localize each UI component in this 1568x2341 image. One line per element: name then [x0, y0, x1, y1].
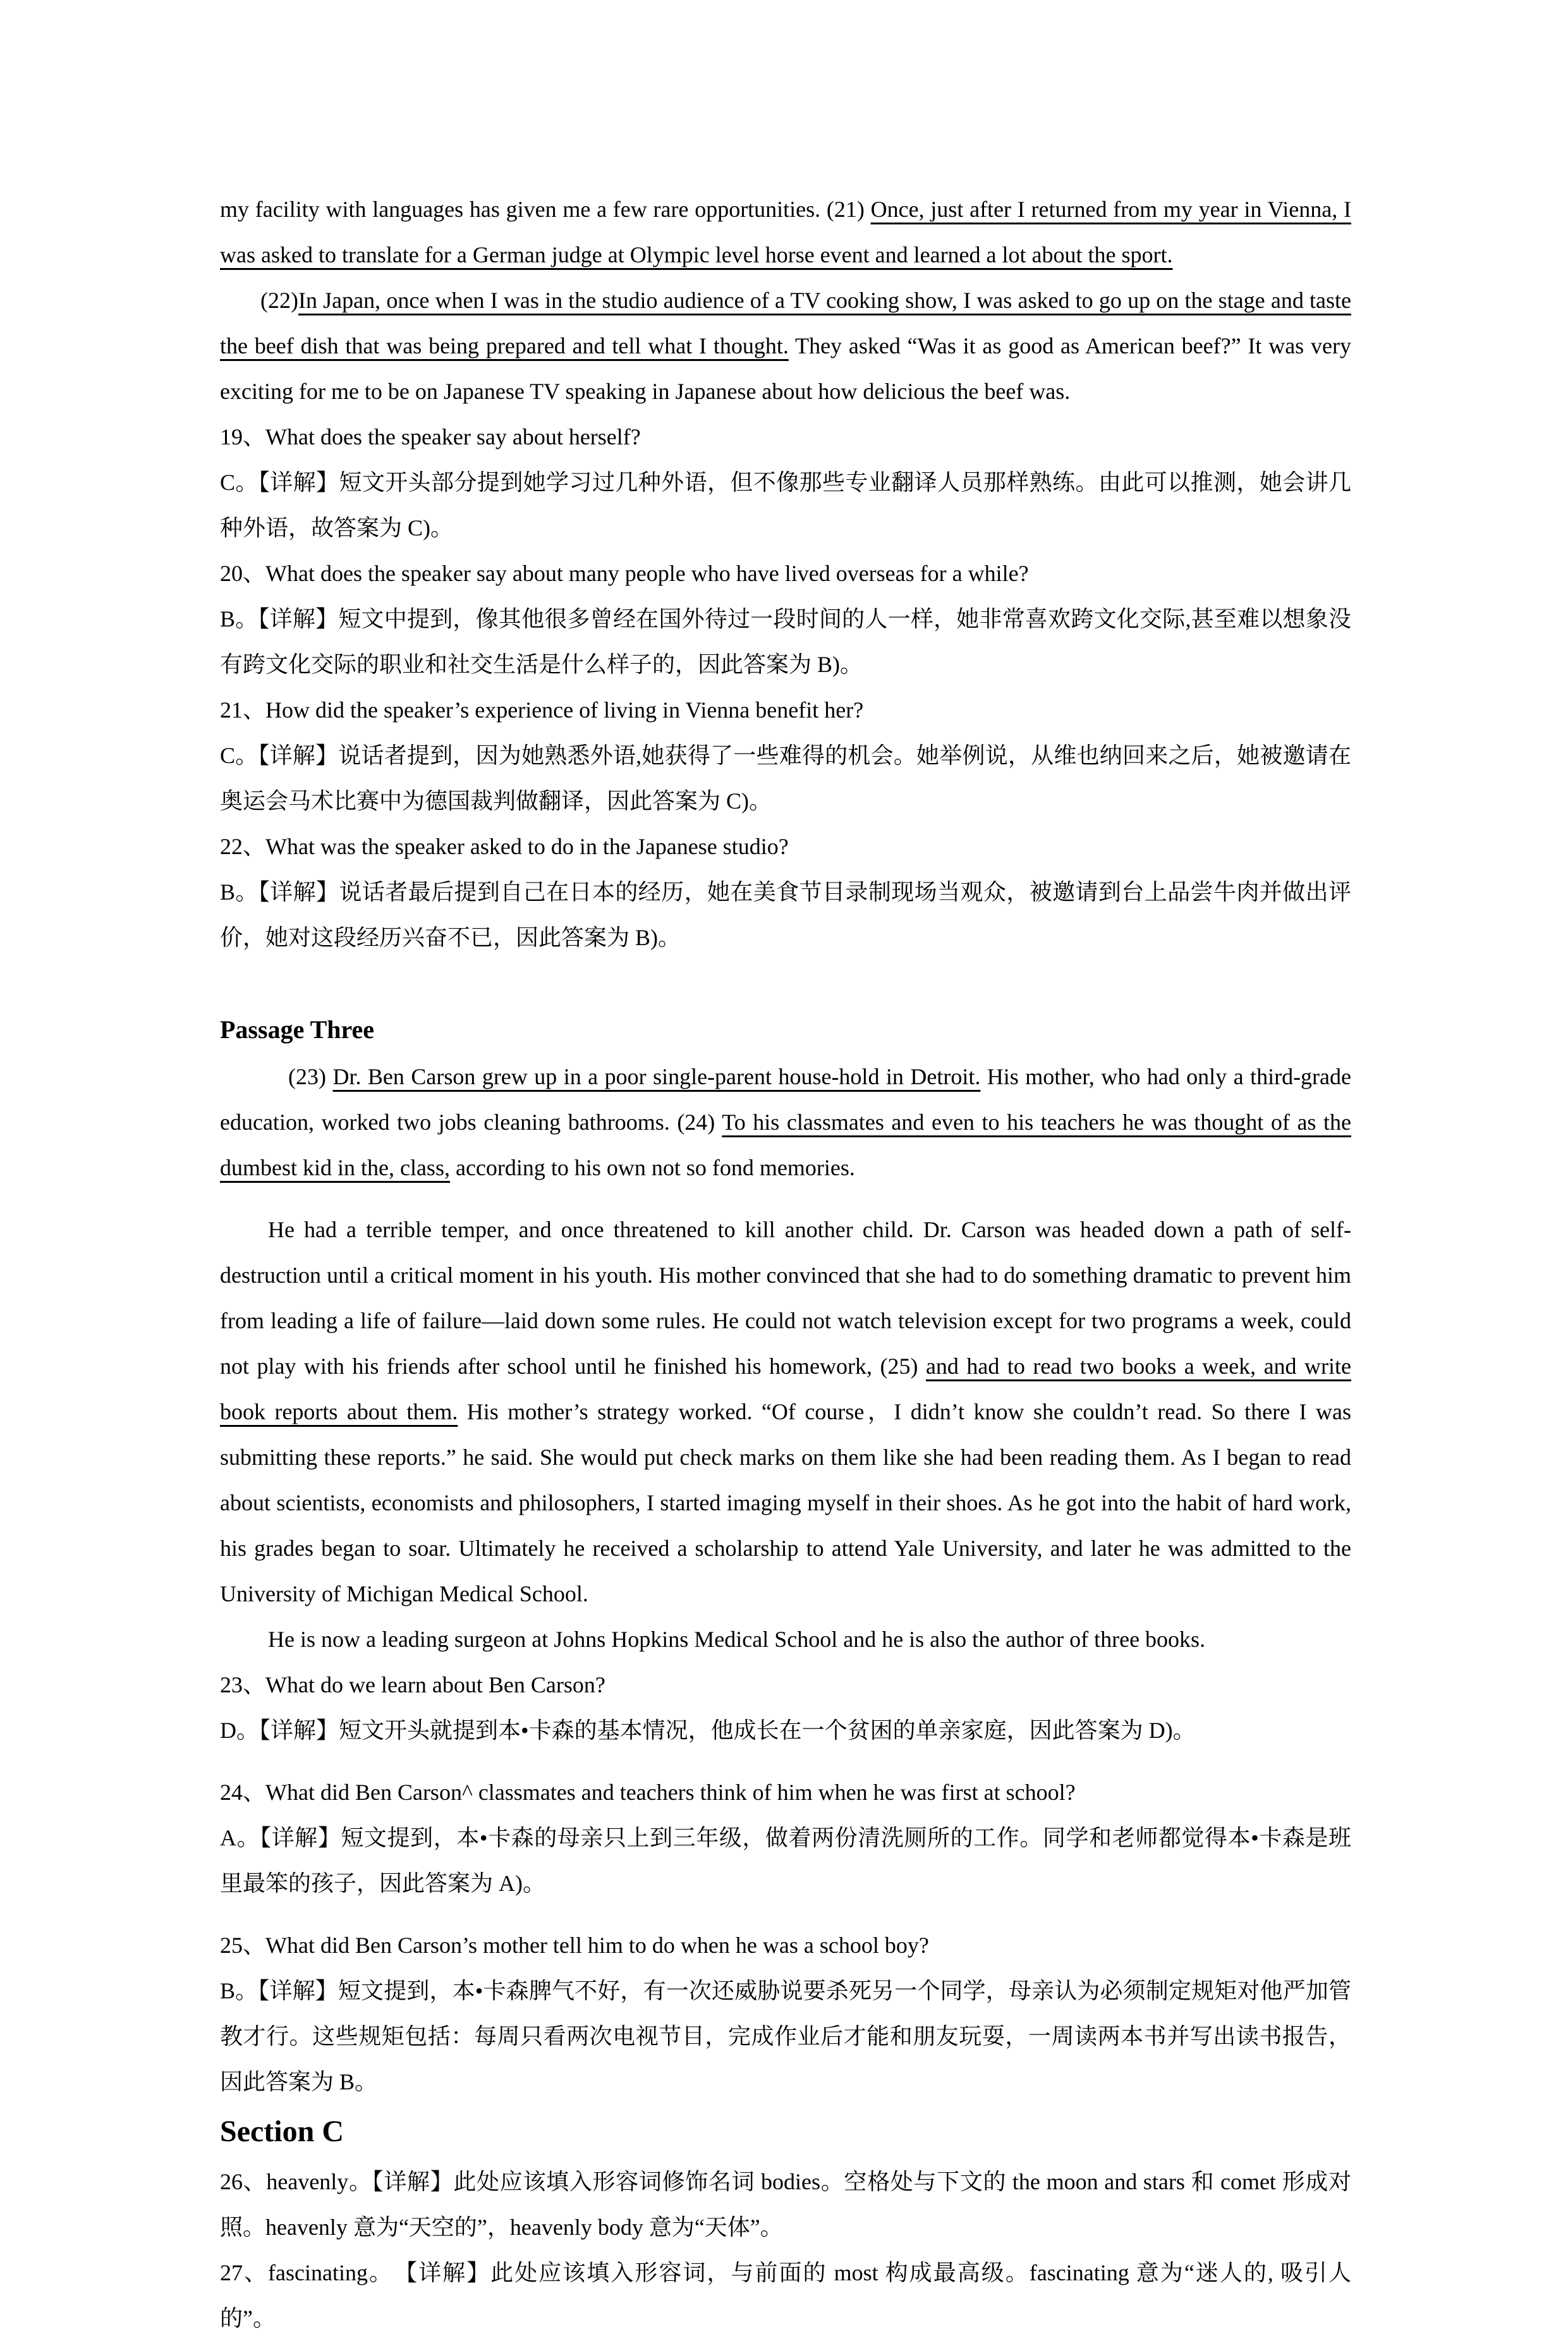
answer-24: [220, 1815, 1351, 1906]
text-run: B。【详解】说话者最后提到自己在日本的经历，她在美食节目录制现场当观众，被邀请到台上品尝牛肉并做出评价，她对这段经历兴奋不已，因此答案为 B)。: [220, 879, 1351, 950]
question-25: [220, 1922, 1351, 1968]
text-run: 20、What does the speaker say about many people who have lived overseas for a while?: [220, 561, 1029, 586]
text-run: D。【详解】短文开头就提到本•卡森的基本情况，他成长在一个贫困的单亲家庭，因此答案为 D)。: [220, 1718, 1196, 1743]
answer-27: [220, 2250, 1351, 2341]
text-run: He had a terrible temper, and once threatened to kill another child. Dr. Carson was headed down a path of self-destruction until a critical moment in his youth. His mother convinced that she had to do something dramatic to prevent him from leading a life of failure—laid down some rules. He could not watch television except for two programs a week, could not play with his friends after school until he finished his homework, (25): [220, 1217, 1351, 1379]
passage-three-para-3: [220, 1617, 1351, 1662]
text-run: They asked “Was it as good as American beef?” It was very exciting for me to be on Japanese TV speaking in Japanese about how delicious the beef was.: [220, 333, 1351, 404]
answer-21: [220, 733, 1351, 824]
question-19: [220, 414, 1351, 460]
text-run: (22): [260, 288, 298, 313]
text-run: 24、What did Ben Carson^ classmates and teachers think of him when he was first at school?: [220, 1780, 1076, 1805]
underlined-text: To his classmates and even to his teachers he was thought of as the dumbest kid in the, class,: [220, 1109, 1351, 1180]
text-run: 26、heavenly。【详解】此处应该填入形容词修饰名词 bodies。空格处与下文的 the moon and stars 和 comet 形成对照。heavenly 意为“天空的”，heavenly body 意为“天体”。: [220, 2169, 1351, 2240]
underlined-text: In Japan, once when I was in the studio audience of a TV cooking show, I was asked to go up on the stage and taste the beef dish that was being prepared and tell what I thought.: [220, 288, 1351, 358]
text-run: B。【详解】短文中提到，像其他很多曾经在国外待过一段时间的人一样，她非常喜欢跨文化交际,甚至难以想象没有跨文化交际的职业和社交生活是什么样子的，因此答案为 B)。: [220, 606, 1351, 677]
question-23: [220, 1662, 1351, 1708]
text-run: my facility with languages has given me a few rare opportunities. (21): [220, 197, 871, 222]
text-run: 19、What does the speaker say about herself?: [220, 424, 641, 449]
answer-23: [220, 1708, 1351, 1753]
section-c-heading: Section C: [220, 2115, 344, 2148]
text-run: He is now a leading surgeon at Johns Hopkins Medical School and he is also the author of three books.: [268, 1627, 1206, 1652]
text-run: B。【详解】短文提到，本•卡森脾气不好，有一次还威胁说要杀死另一个同学，母亲认为必须制定规矩对他严加管教才行。这些规矩包括：每周只看两次电视节目，完成作业后才能和朋友玩耍，一周读两本书并写出读书报告，因此答案为 B。: [220, 1978, 1351, 2094]
answer-19: [220, 460, 1351, 551]
text-run: 22、What was the speaker asked to do in the Japanese studio?: [220, 834, 789, 859]
question-22: [220, 824, 1351, 869]
answer-26: [220, 2159, 1351, 2250]
text-run: C。【详解】短文开头部分提到她学习过几种外语，但不像那些专业翻译人员那样熟练。由此可以推测，她会讲几种外语，故答案为 C)。: [220, 470, 1351, 541]
blank-line: [220, 960, 1351, 1006]
text-run: (23): [288, 1064, 333, 1089]
passage-two-para-1: [220, 186, 1351, 278]
underlined-text: Dr. Ben Carson grew up in a poor single-parent house-hold in Detroit.: [332, 1064, 981, 1089]
answer-22: [220, 869, 1351, 960]
passage-three-para-1: [220, 1054, 1351, 1190]
text-run: 27、fascinating。 【详解】此处应该填入形容词，与前面的 most 构成最高级。fascinating 意为“迷人的, 吸引人的”。: [220, 2260, 1351, 2331]
text-run: 25、What did Ben Carson’s mother tell him to do when he was a school boy?: [220, 1933, 929, 1958]
text-run: A。【详解】短文提到，本•卡森的母亲只上到三年级，做着两份清洗厕所的工作。同学和老师都觉得本•卡森是班里最笨的孩子，因此答案为 A)。: [220, 1825, 1351, 1896]
question-20: [220, 551, 1351, 596]
text-run: 21、How did the speaker’s experience of living in Vienna benefit her?: [220, 697, 864, 723]
text-run: 23、What do we learn about Ben Carson?: [220, 1672, 605, 1697]
answer-25: [220, 1968, 1351, 2105]
question-24: [220, 1770, 1351, 1815]
answer-20: [220, 596, 1351, 687]
underlined-text: Once, just after I returned from my year in Vienna, I was asked to translate for a German judge at Olympic level horse event and learned a lot about the sport.: [220, 197, 1351, 267]
text-run: His mother, who had only a third-grade education, worked two jobs cleaning bathrooms. (24): [220, 1064, 1352, 1135]
text-run: C。【详解】说话者提到，因为她熟悉外语,她获得了一些难得的机会。她举例说，从维也纳回来之后，她被邀请在奥运会马术比赛中为德国裁判做翻译，因此答案为 C)。: [220, 743, 1351, 814]
text-run: His mother’s strategy worked. “Of course，I didn’t know she couldn’t read. So there I was submitting these reports.” he said. She would put check marks on them like she had been reading them. As I began to read about scientists, economists and philosophers, I started imaging myself in their shoes. As he got into the habit of hard work, his grades began to soar. Ultimately he received a scholarship to attend Yale University, and later he was admitted to the University of Michigan Medical School.: [220, 1399, 1351, 1606]
text-run: according to his own not so fond memories.: [449, 1155, 855, 1180]
passage-two-para-2: [220, 278, 1351, 414]
question-21: [220, 687, 1351, 733]
passage-three-heading: Passage Three: [220, 1015, 375, 1044]
passage-three-para-2: [220, 1207, 1351, 1617]
underlined-text: and had to read two books a week, and write book reports about them.: [220, 1354, 1351, 1424]
